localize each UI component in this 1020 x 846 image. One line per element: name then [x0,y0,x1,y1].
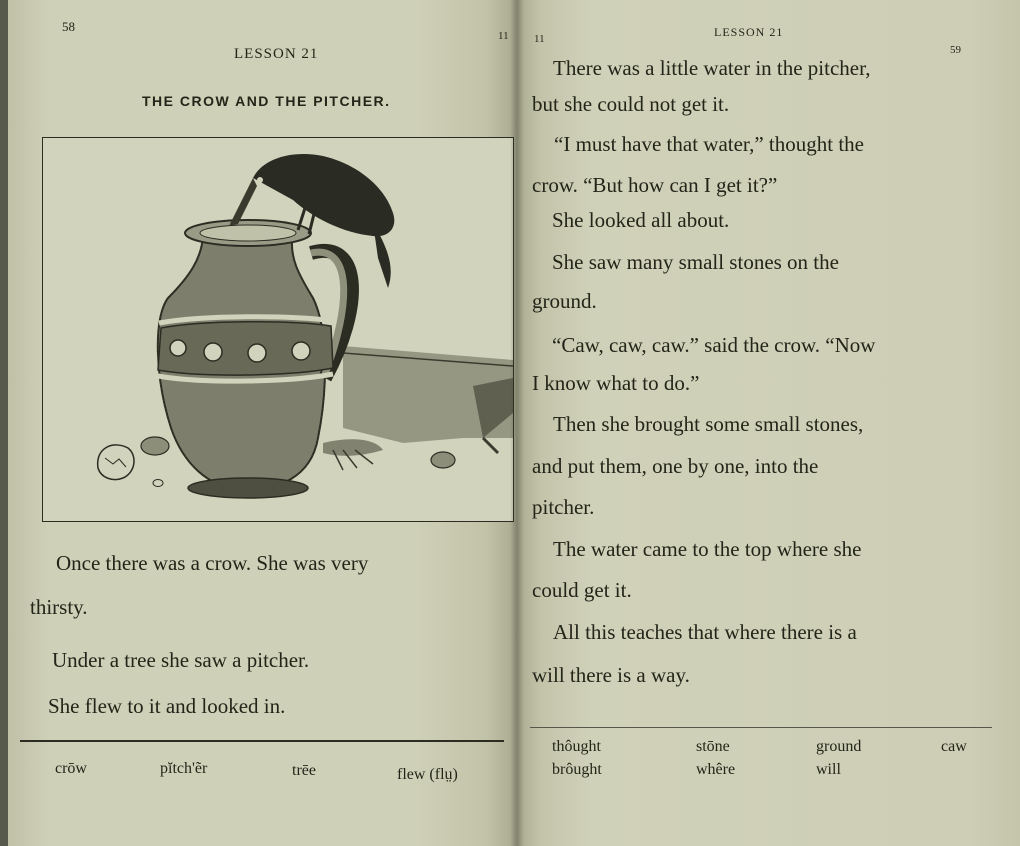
story-line-10: Then she brought some small stones, [553,412,864,436]
vocabulary-divider-left [20,740,504,742]
story-line-8: “Caw, caw, caw.” said the crow. “Now [552,333,876,357]
story-line-13: The water came to the top where she [553,537,862,561]
vocab-word-flew: flew (flṳ) [397,766,458,783]
story-line-11: and put them, one by one, into the [532,454,819,478]
book-gutter [510,0,524,846]
vocab-word-tree: trēe [292,762,316,779]
story-line-4: crow. “But how can I get it?” [532,173,778,197]
margin-mark-left: 11 [498,30,509,42]
paragraph-line-1: Once there was a crow. She was very [56,551,369,575]
story-line-3: “I must have that water,” thought the [554,132,864,156]
story-line-5: She looked all about. [552,208,730,232]
story-line-6: She saw many small stones on the [552,250,839,274]
vocab-word-ground: ground [816,738,862,755]
story-line-16: will there is a way. [532,663,690,687]
story-line-14: could get it. [532,578,632,602]
story-line-1: There was a little water in the pitcher, [553,56,871,80]
vocab-word-where: whêre [696,761,736,778]
vocab-word-crow: crōw [55,760,87,777]
lesson-heading-right: LESSON 21 [714,25,784,39]
story-line-12: pitcher. [532,495,595,519]
page-number-right: 59 [950,44,961,56]
crow-and-pitcher-illustration-icon [42,137,514,522]
book-edge [0,0,8,846]
vocab-word-pitcher: pĭtch'ẽr [160,760,208,777]
vocab-word-brought: brôught [552,761,602,778]
illustration-svg [43,138,513,521]
vocab-word-thought: thôught [552,738,601,755]
right-page [516,0,1020,846]
story-line-15: All this teaches that where there is a [553,620,857,644]
margin-mark-right: 11 [534,33,545,45]
vocab-word-caw: caw [941,738,967,755]
lesson-title: THE CROW AND THE PITCHER. [142,93,391,109]
paragraph-line-3: Under a tree she saw a pitcher. [52,648,310,672]
lesson-heading-left: LESSON 21 [234,46,319,62]
left-page [8,0,516,846]
story-line-9: I know what to do.” [532,371,700,395]
vocab-word-will: will [816,761,841,778]
story-line-2: but she could not get it. [532,92,730,116]
vocabulary-divider-right [530,727,992,728]
paragraph-line-2: thirsty. [30,595,88,619]
paragraph-line-4: She flew to it and looked in. [48,694,286,718]
story-line-7: ground. [532,289,597,313]
vocab-word-stone: stōne [696,738,730,755]
page-number-left: 58 [62,19,75,34]
